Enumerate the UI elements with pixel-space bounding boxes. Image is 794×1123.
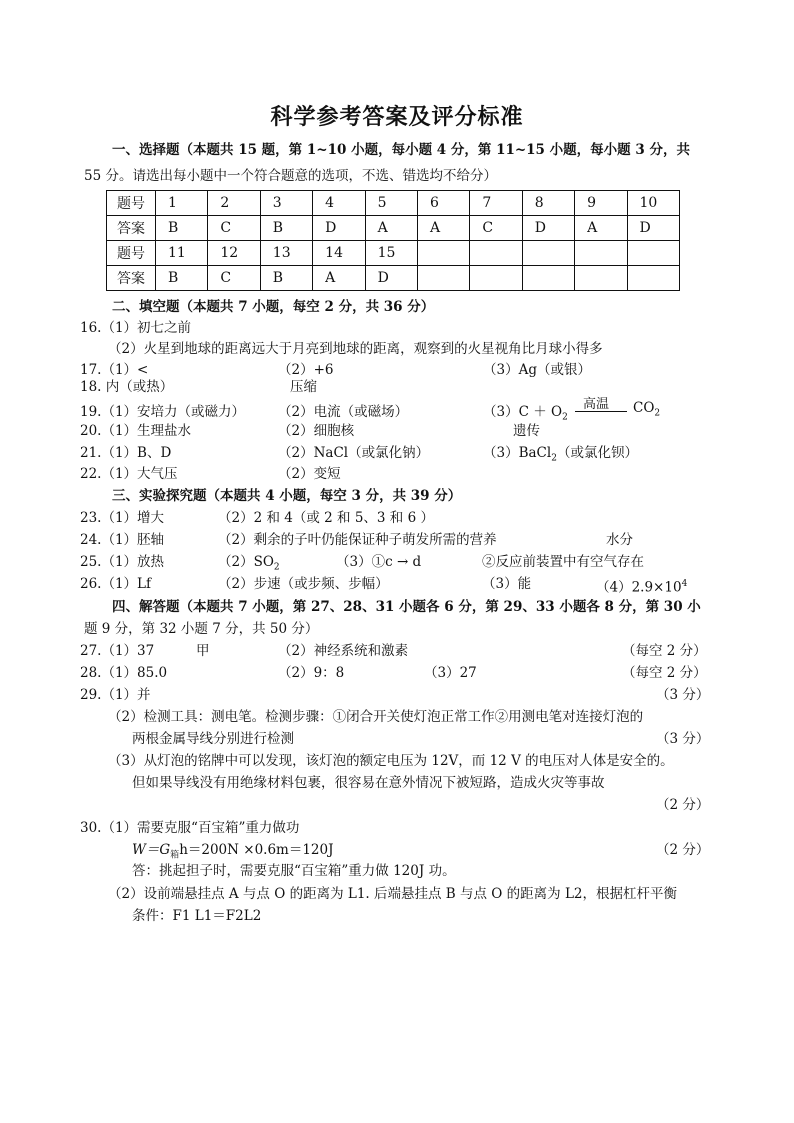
answer-16-2: （2）火星到地球的距离远大于月亮到地球的距离，观察到的火星视角比月球小得多 (108, 341, 603, 357)
reaction-product: CO (633, 400, 655, 416)
answer-25-1: 25.（1）放热 (80, 554, 165, 570)
subscript: 2 (273, 562, 280, 573)
table-cell: 9 (575, 191, 627, 216)
answer-23-1: 23.（1）增大 (80, 510, 165, 526)
answer-22-2: （2）变短 (278, 466, 341, 482)
answer-26-3: （3）能 (482, 576, 532, 592)
answer-26-2: （2）步速（或步频、步幅） (218, 576, 389, 592)
table-cell: 12 (208, 241, 260, 266)
reaction-reactants: （3）C ＋ O (483, 404, 563, 420)
table-cell: 6 (417, 191, 469, 216)
table-cell: B (156, 266, 208, 291)
answer-30-2-line1: （2）设前端悬挂点 A 与点 O 的距离为 L1. 后端悬挂点 B 与点 O 的距离为 L2，根据杠杆平衡 (108, 886, 677, 902)
answer-21-3 (483, 443, 638, 469)
table-cell (522, 266, 574, 291)
answer-17-3: （3）Ag（或银） (483, 362, 591, 378)
answer-29-2-line1: （2）检测工具：测电笔。检测步骤：①闭合开关使灯泡正常工作②用测电笔对连接灯泡的 (108, 709, 644, 725)
table-cell: 1 (156, 191, 208, 216)
table-row (107, 191, 680, 216)
score-29-1: （3 分） (656, 687, 710, 703)
answer-19-1: 19.（1）安培力（或磁力） (80, 404, 246, 420)
answer-29-3-line2: 但如果导线没有用绝缘材料包裹，很容易在意外情况下被短路，造成火灾等事故 (132, 775, 605, 791)
table-cell: A (313, 266, 365, 291)
section3-heading: 三、实验探究题（本题共 4 小题，每空 3 分，共 39 分） (112, 488, 462, 504)
answer-27-1b: 甲 (196, 643, 210, 659)
table-cell: C (208, 266, 260, 291)
score-30-1: （2 分） (656, 842, 710, 858)
table-cell: 11 (156, 241, 208, 266)
page-title: 科学参考答案及评分标准 (270, 104, 524, 130)
answer-26-4-text: （4）2.9×10 (596, 579, 682, 596)
table-row (107, 266, 680, 291)
answer-21-3-suffix: （或氯化钡） (556, 445, 638, 461)
table-row (107, 216, 680, 241)
answer-18-2: 压缩 (290, 379, 317, 395)
answer-29-3-line1: （3）从灯泡的铭牌中可以发现，该灯泡的额定电压为 12V，而 12 V 的电压对人体是安全的。 (108, 753, 674, 769)
table-cell (470, 241, 522, 266)
answer-30-conclusion: 答：挑起担子时，需要克服“百宝箱”重力做 120J 功。 (132, 863, 456, 879)
subscript: 2 (654, 408, 661, 419)
formula-rhs: h＝200N ×0.6m＝120J (179, 842, 334, 858)
table-cell: A (575, 216, 627, 241)
table-cell (522, 241, 574, 266)
section2-heading: 二、填空题（本题共 7 小题，每空 2 分，共 36 分） (112, 299, 435, 315)
table-cell: D (365, 266, 417, 291)
table-cell: D (627, 216, 679, 241)
answer-25-2-text: （2）SO (218, 554, 274, 570)
table-cell: 14 (313, 241, 365, 266)
answer-19-2: （2）电流（或磁场） (278, 404, 409, 420)
score-29-2: （3 分） (656, 731, 710, 747)
table-cell: 5 (365, 191, 417, 216)
table-cell: C (470, 216, 522, 241)
table-cell: D (313, 216, 365, 241)
answer-20-3: 遗传 (513, 423, 540, 439)
subscript: 2 (562, 412, 568, 423)
answer-30-2-line2: 条件：F1 L1＝F2L2 (132, 908, 262, 924)
superscript: 4 (681, 579, 688, 589)
section1-heading-line2: 55 分。请选出每小题中一个符合题意的选项，不选、错选均不给分） (84, 168, 497, 184)
answer-20-2: （2）细胞核 (278, 423, 355, 439)
table-cell (417, 241, 469, 266)
table-header-cell: 题号 (107, 191, 156, 216)
table-row (107, 241, 680, 266)
answer-17-2: （2）+6 (278, 362, 334, 378)
answer-17-1: 17.（1）< (80, 362, 149, 378)
table-cell: B (260, 266, 312, 291)
table-cell: 13 (260, 241, 312, 266)
answer-20-1: 20.（1）生理盐水 (80, 423, 192, 439)
answer-29-2-line2: 两根金属导线分别进行检测 (132, 731, 294, 747)
answer-21-1: 21.（1）B、D (80, 445, 172, 461)
table-cell (470, 266, 522, 291)
answer-23-2: （2）2 和 4（或 2 和 5、3 和 6 ） (218, 510, 434, 526)
table-cell: 8 (522, 191, 574, 216)
reaction-product-wrap (633, 400, 660, 419)
table-cell: B (156, 216, 208, 241)
answer-30-1: 30.（1）需要克服“百宝箱”重力做功 (80, 820, 300, 836)
subscript: 2 (551, 453, 557, 464)
table-header-cell: 答案 (107, 266, 156, 291)
table-cell: A (365, 216, 417, 241)
table-header-cell: 题号 (107, 241, 156, 266)
answer-24-2: （2）剩余的子叶仍能保证种子萌发所需的营养 (218, 532, 497, 548)
answer-16-1: 16.（1）初七之前 (80, 320, 192, 336)
table-cell: D (522, 216, 574, 241)
answer-27-1: 27.（1）37 (80, 643, 155, 659)
answer-22-1: 22.（1）大气压 (80, 466, 178, 482)
answer-28-3: （3）27 (424, 665, 477, 681)
answer-28-2: （2）9：8 (278, 665, 345, 681)
answer-24-3: 水分 (606, 532, 633, 548)
table-cell (575, 266, 627, 291)
section4-heading-line2: 题 9 分，第 32 小题 7 分，共 50 分） (84, 621, 319, 637)
section4-heading-line1: 四、解答题（本题共 7 小题，第 27、28、31 小题各 6 分，第 29、33 小题各 8 分，第 30 小 (112, 599, 701, 615)
answer-25-4: ②反应前装置中有空气存在 (482, 554, 644, 570)
answer-26-4 (596, 574, 687, 598)
section1-heading-line1: 一、选择题（本题共 15 题，第 1~10 小题，每小题 4 分，第 11~15 小题，每小题 3 分，共 (112, 142, 690, 158)
answer-24-1: 24.（1）胚轴 (80, 532, 165, 548)
formula-lhs: W＝G (132, 842, 171, 858)
reaction-arrow (575, 411, 627, 412)
table-cell: 7 (470, 191, 522, 216)
subscript: 箱 (170, 850, 180, 861)
table-cell (417, 266, 469, 291)
answer-28-1: 28.（1）85.0 (80, 665, 168, 681)
answer-25-3: （3）①c → d (336, 554, 422, 570)
score-28: （每空 2 分） (622, 665, 707, 681)
answer-table (106, 190, 680, 291)
table-cell (575, 241, 627, 266)
answer-18-1: 18. 内（或热） (80, 379, 174, 395)
table-header-cell: 答案 (107, 216, 156, 241)
table-cell: C (208, 216, 260, 241)
table-cell: 15 (365, 241, 417, 266)
table-cell: 2 (208, 191, 260, 216)
table-cell: A (417, 216, 469, 241)
answer-21-2: （2）NaCl（或氯化钠） (278, 445, 430, 461)
reaction-equation (483, 397, 661, 423)
answer-29-1: 29.（1）并 (80, 687, 151, 703)
answer-26-1: 26.（1）Lf (80, 576, 152, 592)
table-cell (627, 241, 679, 266)
table-cell: 4 (313, 191, 365, 216)
table-cell: 10 (627, 191, 679, 216)
table-cell: B (260, 216, 312, 241)
reaction-condition: 高温 (583, 397, 610, 412)
score-29-3: （2 分） (656, 797, 710, 813)
answer-27-2: （2）神经系统和激素 (278, 643, 409, 659)
answer-21-3-text: （3）BaCl (483, 445, 552, 461)
table-cell: 3 (260, 191, 312, 216)
table-cell (627, 266, 679, 291)
score-27: （每空 2 分） (622, 643, 707, 659)
